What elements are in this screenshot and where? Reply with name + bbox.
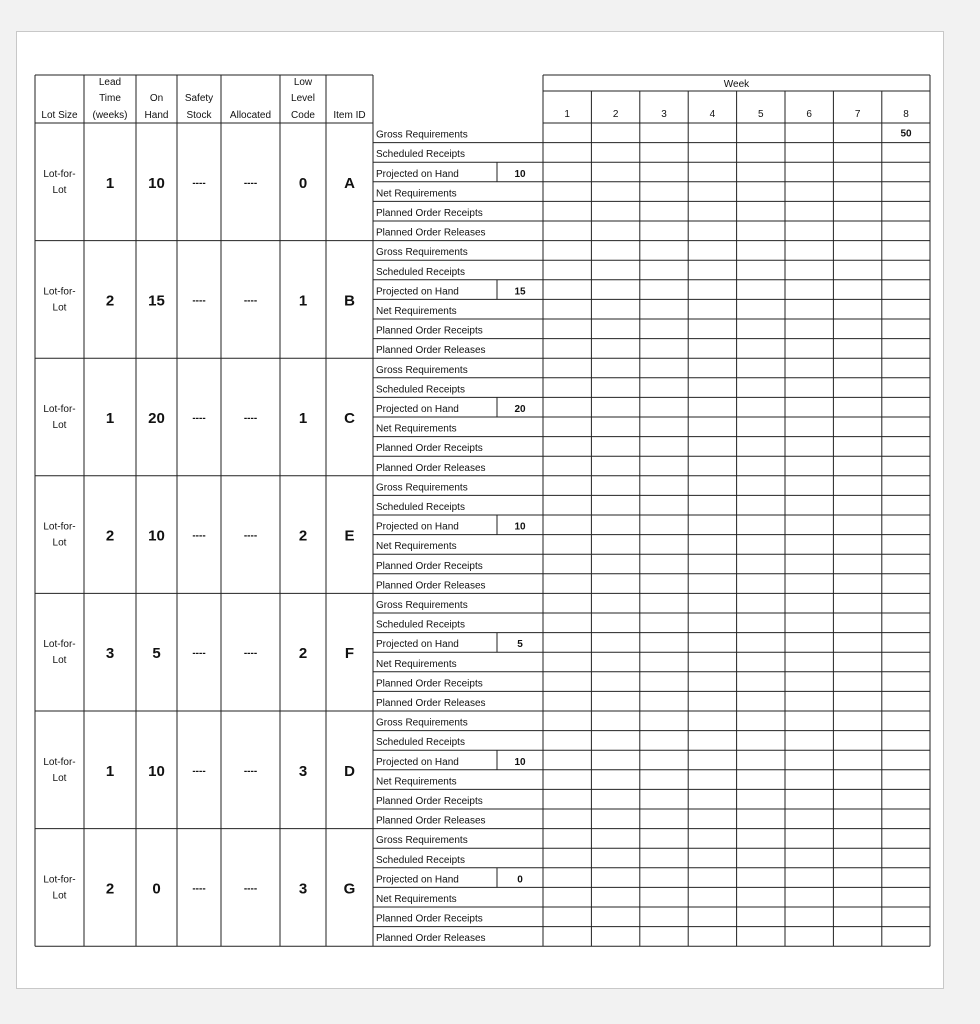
item-id-value: C [344,410,355,427]
low-level-code-value: 1 [298,410,308,427]
lead-time-value: 1 [105,762,115,780]
row-label: Net Requirements [376,423,457,435]
week-number-7: 7 [854,109,861,120]
row-label: Net Requirements [376,188,457,200]
lead-time-value: 2 [105,292,115,310]
header-on-hand-1: On [149,93,164,104]
on-hand-value: 10 [148,762,165,780]
lead-time-value: 2 [105,880,115,898]
row-label: Scheduled Receipts [376,384,465,396]
allocated-value: ---- [243,765,258,777]
header-safety-stock-1: Safety [184,93,214,104]
row-label: Gross Requirements [376,129,468,141]
row-label: Planned Order Receipts [376,913,483,925]
row-label: Planned Order Releases [376,345,486,357]
row-label: Planned Order Releases [376,933,486,945]
on-hand-value: 20 [148,410,165,427]
lot-size-line-2: Lot [52,772,67,784]
row-label: Projected on Hand [376,756,459,768]
row-label: Scheduled Receipts [376,502,465,513]
row-label: Projected on Hand [376,404,459,415]
lot-size-line-1: Lot-for- [43,756,76,768]
header-lead-time-2: Time [99,93,121,104]
row-label: Gross Requirements [376,482,468,494]
item-id-value: B [344,292,355,310]
row-label: Projected on Hand [376,286,459,298]
row-label: Scheduled Receipts [376,854,465,866]
safety-stock-value: ---- [192,295,206,307]
low-level-code-value: 1 [298,292,308,310]
lot-size-line-2: Lot [52,420,67,431]
row-label: Net Requirements [376,658,457,670]
safety-stock-value: ---- [192,765,206,777]
header-llc-3: Code [291,110,315,121]
row-label: Net Requirements [376,541,457,553]
week-number-6: 6 [806,109,812,120]
safety-stock-value: ---- [192,413,206,424]
row-label: Planned Order Releases [376,698,486,709]
projected-on-hand-initial: 15 [514,286,526,298]
lot-size-line-1: Lot-for- [43,521,76,533]
week-number-1: 1 [564,109,570,120]
on-hand-value: 5 [152,645,161,663]
lead-time-value: 1 [105,410,115,427]
week-number-4: 4 [709,109,716,120]
projected-on-hand-initial: 5 [517,639,523,651]
safety-stock-value: ---- [192,177,206,189]
lot-size-line-2: Lot [52,537,67,549]
lead-time-value: 2 [105,527,115,545]
on-hand-value: 10 [148,527,165,545]
row-label: Planned Order Releases [376,815,486,827]
lot-size-line-1: Lot-for- [43,168,76,180]
row-label: Planned Order Releases [376,580,486,592]
week-number-5: 5 [758,109,764,120]
item-id-value: G [343,880,356,898]
lot-size-line-2: Lot [52,302,67,314]
header-lot-size: Lot Size [41,110,78,121]
lot-size-line-1: Lot-for- [43,874,76,886]
low-level-code-value: 0 [298,174,308,192]
header-item-id: Item ID [333,110,366,121]
allocated-value: ---- [243,413,258,424]
row-label: Planned Order Releases [376,462,486,474]
row-label: Planned Order Receipts [376,560,483,572]
row-label: Projected on Hand [376,874,459,886]
row-label: Projected on Hand [376,521,459,533]
week-number-3: 3 [661,109,667,120]
item-id-value: D [344,762,355,780]
row-label: Planned Order Receipts [376,325,483,337]
row-label: Planned Order Receipts [376,208,483,219]
row-label: Net Requirements [376,306,457,317]
row-label: Scheduled Receipts [376,619,465,631]
header-lead-time-1: Lead [98,77,122,88]
row-label: Planned Order Receipts [376,796,483,807]
header-llc-2: Level [291,93,315,104]
row-label: Planned Order Receipts [376,443,483,455]
projected-on-hand-initial: 10 [514,521,526,533]
on-hand-value: 0 [152,880,161,898]
low-level-code-value: 3 [298,762,308,780]
lot-size-line-1: Lot-for- [43,286,76,298]
row-label: Projected on Hand [376,168,459,180]
safety-stock-value: ---- [192,883,206,895]
projected-on-hand-initial: 0 [517,874,523,886]
item-id-value: A [344,174,355,192]
lot-size-line-1: Lot-for- [43,404,76,415]
allocated-value: ---- [243,648,258,660]
lead-time-value: 3 [105,645,115,663]
item-id-value: F [344,645,355,663]
allocated-value: ---- [243,177,258,189]
low-level-code-value: 3 [298,880,308,898]
header-llc-1: Low [293,77,313,88]
on-hand-value: 15 [148,292,165,310]
row-label: Gross Requirements [376,600,468,611]
lot-size-line-2: Lot [52,655,67,667]
lot-size-line-2: Lot [52,890,67,902]
row-label: Planned Order Receipts [376,678,483,690]
week-number-8: 8 [903,109,909,120]
gross-requirement-week-8: 50 [900,128,912,140]
projected-on-hand-initial: 20 [514,404,526,415]
row-label: Scheduled Receipts [376,737,465,749]
low-level-code-value: 2 [298,645,308,663]
on-hand-value: 10 [148,174,165,192]
row-label: Gross Requirements [376,717,468,729]
safety-stock-value: ---- [192,530,206,542]
allocated-value: ---- [243,295,258,307]
header-on-hand-2: Hand [144,110,169,121]
header-lead-time-3: (weeks) [92,110,128,121]
row-label: Net Requirements [376,776,457,788]
row-label: Net Requirements [376,894,457,905]
row-label: Scheduled Receipts [376,149,465,161]
item-id-value: E [344,527,355,545]
row-label: Gross Requirements [376,835,468,847]
week-number-2: 2 [612,109,619,120]
projected-on-hand-initial: 10 [514,756,526,768]
row-label: Projected on Hand [376,639,459,651]
projected-on-hand-initial: 10 [514,168,526,180]
row-label: Scheduled Receipts [376,266,465,278]
row-label: Planned Order Releases [376,227,486,239]
header-safety-stock-2: Stock [186,110,212,121]
allocated-value: ---- [243,883,258,895]
lot-size-line-1: Lot-for- [43,639,76,651]
lot-size-line-2: Lot [52,184,67,196]
row-label: Gross Requirements [376,247,468,259]
row-label: Gross Requirements [376,364,468,376]
safety-stock-value: ---- [192,648,206,660]
low-level-code-value: 2 [298,527,308,545]
allocated-value: ---- [243,530,258,542]
week-title: Week [723,79,750,90]
lead-time-value: 1 [105,174,115,192]
header-allocated: Allocated [229,110,272,121]
